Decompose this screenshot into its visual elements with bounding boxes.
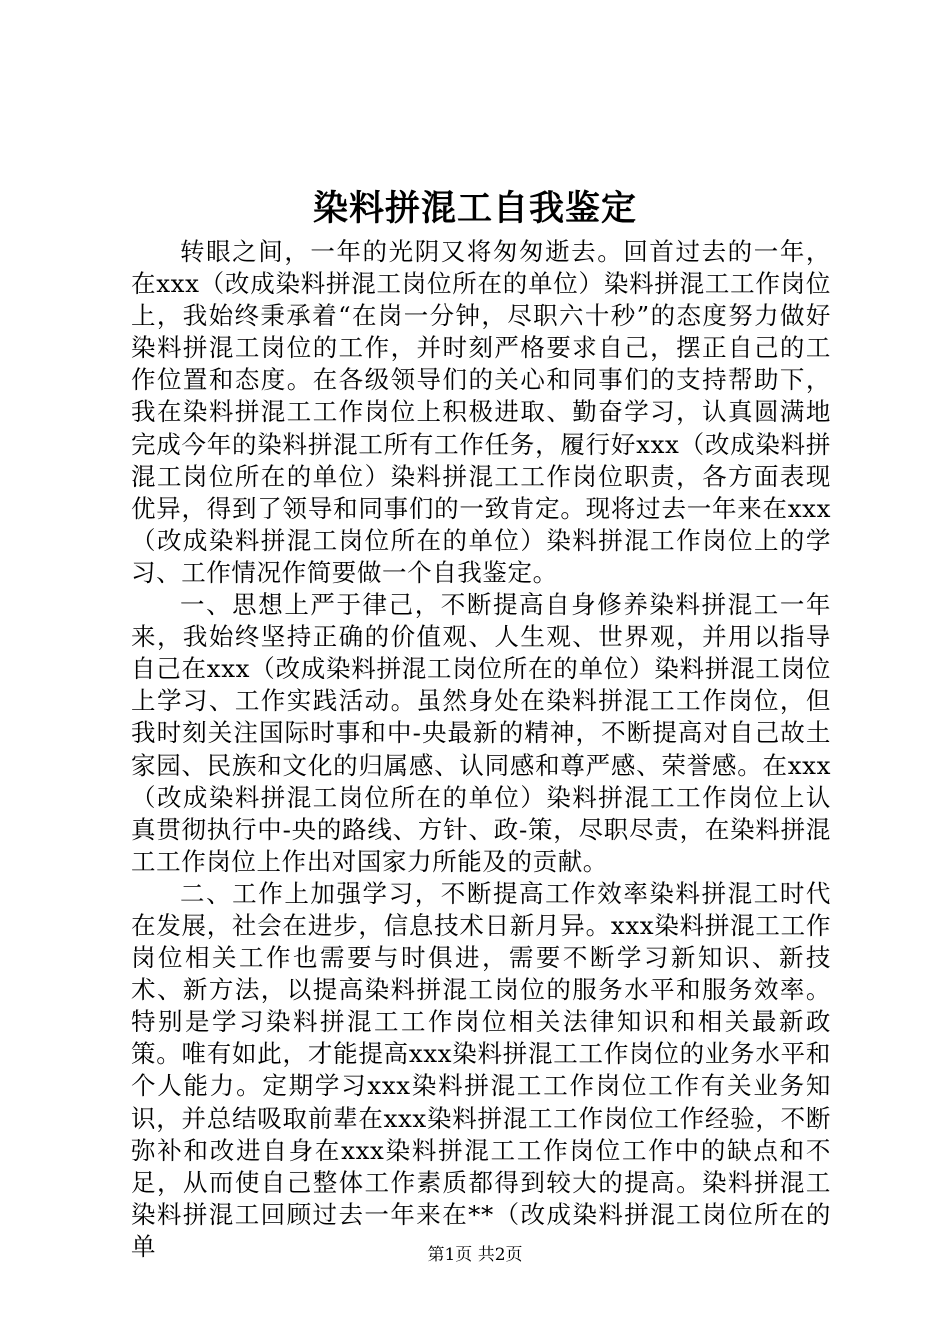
paragraph-intro: 转眼之间，一年的光阴又将匆匆逝去。回首过去的一年，在xxx（改成染料拼混工岗位所在的单位）染料拼混工工作岗位上，我始终秉承着“在岗一分钟，尽职六十秒”的态度努力做好染料拼混工岗位的工作，并时刻严格要求自己，摆正自己的工作位置和态度。在各级领导们的关心和同事们的支持帮助下，我在染料拼混工工作岗位上积极进取、勤奋学习，认真圆满地完成今年的染料拼混工所有工作任务，履行好xxx（改成染料拼混工岗位所在的单位）染料拼混工工作岗位职责，各方面表现优异，得到了领导和同事们的一致肯定。现将过去一年来在xxx（改成染料拼混工岗位所在的单位）染料拼混工作岗位上的学习、工作情况作简要做一个自我鉴定。 (131, 237, 831, 587)
document-body (131, 236, 831, 1263)
paragraph-section-1: 一、思想上严于律己，不断提高自身修养染料拼混工一年来，我始终坚持正确的价值观、人生观、世界观，并用以指导自己在xxx（改成染料拼混工岗位所在的单位）染料拼混工岗位上学习、工作实践活动。虽然身处在染料拼混工工作岗位，但我时刻关注国际时事和中-央最新的精神，不断提高对自己故土家园、民族和文化的归属感、认同感和尊严感、荣誉感。在xxx（改成染料拼混工岗位所在的单位）染料拼混工工作岗位上认真贯彻执行中-央的路线、方针、政-策，尽职尽责，在染料拼混工工作岗位上作出对国家力所能及的贡献。 (131, 590, 831, 876)
page-number: 第1页 共2页 (427, 1245, 523, 1265)
paragraph-section-2: 二、工作上加强学习，不断提高工作效率染料拼混工时代在发展，社会在进步，信息技术日新月异。xxx染料拼混工工作岗位相关工作也需要与时俱进，需要不断学习新知识、新技术、新方法，以提高染料拼混工岗位的服务水平和服务效率。特别是学习染料拼混工工作岗位相关法律知识和相关最新政策。唯有如此，才能提高xxx染料拼混工工作岗位的业务水平和个人能力。定期学习xxx染料拼混工工作岗位工作有关业务知识，并总结吸取前辈在xxx染料拼混工工作岗位工作经验，不断弥补和改进自身在xxx染料拼混工工作岗位工作中的缺点和不足，从而使自己整体工作素质都得到较大的提高。染料拼混工染料拼混工回顾过去一年来在**（改成染料拼混工岗位所在的单 (131, 878, 831, 1261)
document-title: 染料拼混工自我鉴定 (312, 188, 637, 229)
